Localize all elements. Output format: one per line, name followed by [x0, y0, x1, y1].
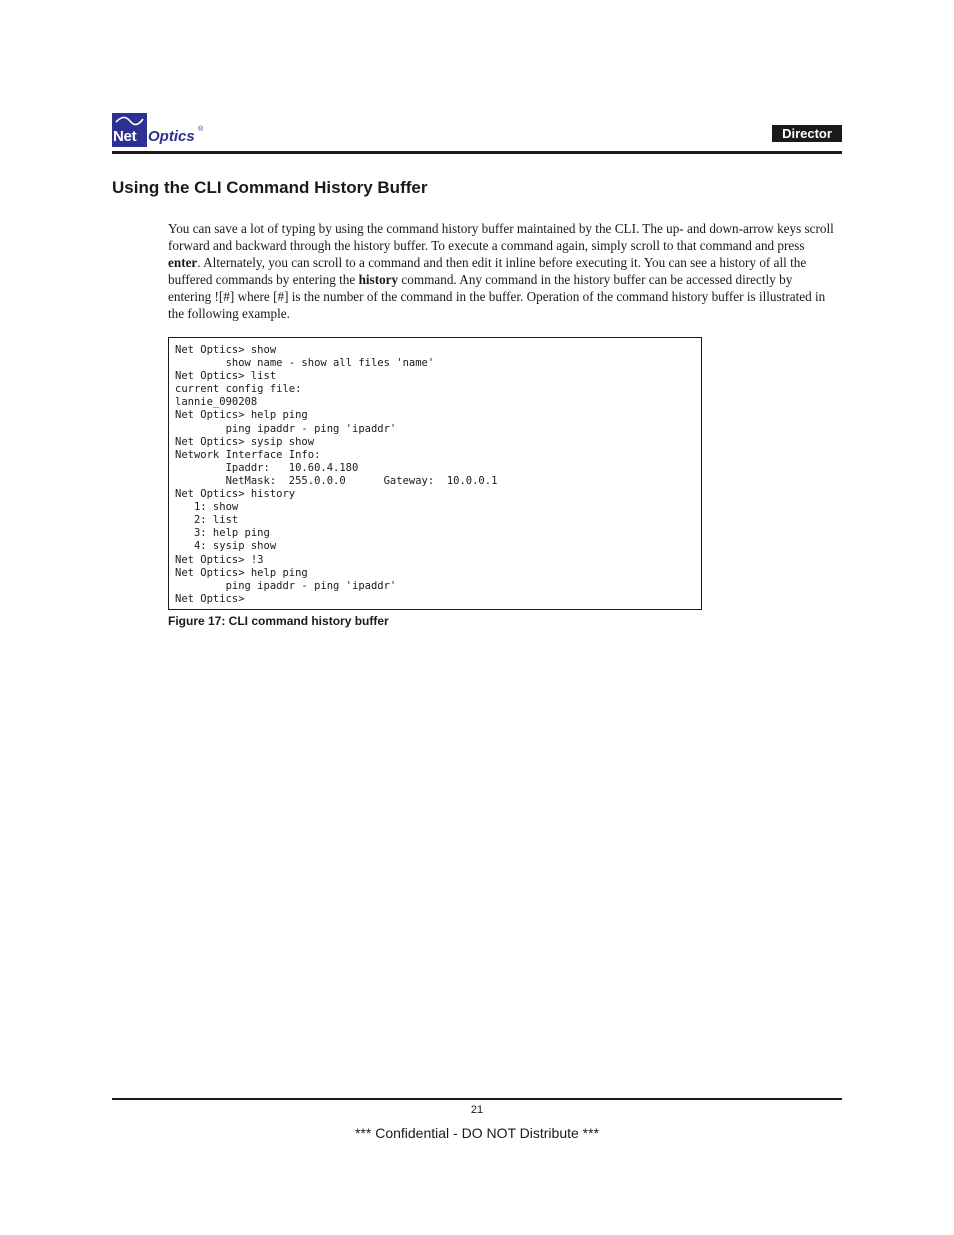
logo-mark [112, 113, 147, 147]
net-optics-logo [112, 113, 222, 149]
figure-caption: Figure 17: CLI command history buffer [168, 614, 389, 628]
paragraph-text-1: You can save a lot of typing by using the command history buffer maintained by the CLI. The up- and down-arrow keys scroll forward and backward through the history buffer. To execute a command again, simply scroll to that command and press [168, 221, 834, 253]
confidential-notice: *** Confidential - DO NOT Distribute *** [354, 1125, 600, 1141]
cli-output: Net Optics> show show name - show all files 'name' Net Optics> list current config file: lannie_090208 Net Optics> help ping ping ipaddr - ping 'ipaddr' Net Optics> sysip show Network Interface Info: Ipaddr: 10.60.4.180 NetMask: 255.0.0.0 Gateway: 10.0.0.1 Net Optics> history 1: show 2: list 3: help ping 4: sysip show Net Optics> !3 Net Optics> help ping ping ipaddr - ping 'ipaddr' Net Optics> [175, 344, 498, 605]
cli-example-box [168, 337, 702, 610]
paragraph-text-2: . Alternately, you can scroll to a command and then edit it inline before executing it. You can see a history of all the buffered commands by entering the [168, 255, 807, 287]
paragraph-text-3: command. Any command in the history buffer can be accessed directly by entering ![#] where [#] is the number of the command in the buffer. Operation of the command history buffer is illustrated in the following example. [168, 272, 826, 321]
footer-divider [112, 1098, 842, 1100]
logo-net-text: Net [113, 128, 137, 145]
history-keyword: history [358, 272, 399, 287]
enter-keyword: enter [168, 255, 198, 270]
body-paragraph [168, 220, 836, 322]
logo-registered-mark: ® [198, 126, 204, 133]
section-title: Using the CLI Command History Buffer [112, 178, 428, 197]
wave-icon [114, 116, 145, 126]
logo-optics-text: Optics [148, 128, 195, 145]
page-number: 21 [470, 1104, 484, 1116]
header-divider [112, 151, 842, 154]
product-badge: Director [772, 125, 842, 142]
